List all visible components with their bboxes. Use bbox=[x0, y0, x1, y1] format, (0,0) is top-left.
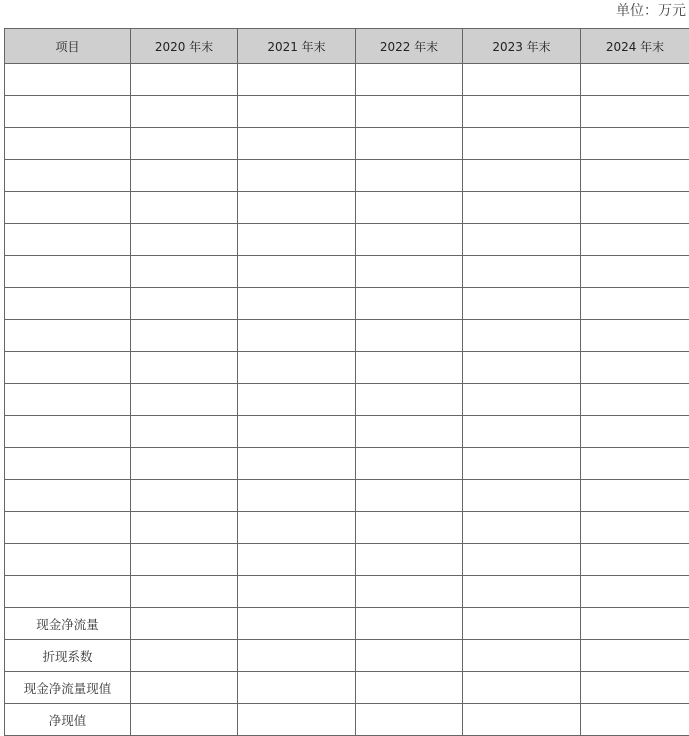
table-cell bbox=[131, 640, 238, 672]
table-cell bbox=[238, 224, 356, 256]
table-cell bbox=[463, 672, 581, 704]
row-label-cell: 现金净流量现值 bbox=[5, 672, 131, 704]
table-cell bbox=[463, 352, 581, 384]
table-row bbox=[5, 512, 689, 544]
table-cell bbox=[131, 64, 238, 96]
table-row bbox=[5, 640, 689, 672]
table-cell bbox=[131, 448, 238, 480]
row-label-cell bbox=[5, 96, 131, 128]
table-row bbox=[5, 608, 689, 640]
table-row bbox=[5, 192, 689, 224]
table-cell bbox=[581, 416, 689, 448]
table-cell bbox=[131, 576, 238, 608]
table-cell bbox=[356, 320, 463, 352]
table-cell bbox=[131, 672, 238, 704]
row-label-cell bbox=[5, 192, 131, 224]
table-header bbox=[5, 29, 689, 64]
header-cell-2021: 2021 年末 bbox=[238, 29, 356, 64]
table-row bbox=[5, 416, 689, 448]
table-cell bbox=[238, 352, 356, 384]
table-cell bbox=[581, 320, 689, 352]
table-cell bbox=[238, 256, 356, 288]
table-cell bbox=[581, 96, 689, 128]
table-cell bbox=[131, 160, 238, 192]
row-label-cell: 净现值 bbox=[5, 704, 131, 736]
table-cell bbox=[356, 672, 463, 704]
table-row bbox=[5, 128, 689, 160]
table-row bbox=[5, 672, 689, 704]
table-cell bbox=[463, 256, 581, 288]
data-table bbox=[4, 28, 689, 736]
table-cell bbox=[238, 288, 356, 320]
table-cell bbox=[356, 192, 463, 224]
table-cell bbox=[131, 320, 238, 352]
table-cell bbox=[238, 416, 356, 448]
table-cell bbox=[463, 288, 581, 320]
table-cell bbox=[356, 160, 463, 192]
table-cell bbox=[131, 704, 238, 736]
row-label-cell bbox=[5, 64, 131, 96]
table-cell bbox=[463, 64, 581, 96]
row-label-cell bbox=[5, 256, 131, 288]
header-cell-2023: 2023 年末 bbox=[463, 29, 581, 64]
table-row bbox=[5, 480, 689, 512]
table-cell bbox=[581, 576, 689, 608]
table-cell bbox=[463, 640, 581, 672]
table-cell bbox=[463, 224, 581, 256]
table-cell bbox=[463, 704, 581, 736]
table-cell bbox=[463, 384, 581, 416]
table-cell bbox=[356, 608, 463, 640]
table-cell bbox=[463, 128, 581, 160]
table-cell bbox=[463, 160, 581, 192]
row-label-cell bbox=[5, 544, 131, 576]
table-cell bbox=[356, 704, 463, 736]
header-cell-item: 项目 bbox=[5, 29, 131, 64]
table-cell bbox=[356, 256, 463, 288]
table-cell bbox=[463, 544, 581, 576]
table-cell bbox=[463, 96, 581, 128]
table-cell bbox=[131, 192, 238, 224]
row-label-cell bbox=[5, 288, 131, 320]
table-cell bbox=[581, 288, 689, 320]
row-label-cell bbox=[5, 352, 131, 384]
table-cell bbox=[238, 320, 356, 352]
table-cell bbox=[356, 384, 463, 416]
table-row bbox=[5, 224, 689, 256]
row-label-cell bbox=[5, 512, 131, 544]
table-row bbox=[5, 288, 689, 320]
table-cell bbox=[356, 352, 463, 384]
table-cell bbox=[581, 640, 689, 672]
table-cell bbox=[581, 704, 689, 736]
table-row bbox=[5, 320, 689, 352]
table-cell bbox=[463, 192, 581, 224]
table-cell bbox=[581, 672, 689, 704]
table-cell bbox=[463, 512, 581, 544]
table-cell bbox=[581, 384, 689, 416]
table-cell bbox=[131, 224, 238, 256]
table-cell bbox=[238, 128, 356, 160]
table-cell bbox=[356, 64, 463, 96]
table-cell bbox=[131, 96, 238, 128]
table-cell bbox=[581, 64, 689, 96]
header-row bbox=[5, 29, 689, 64]
table-cell bbox=[581, 608, 689, 640]
row-label-cell bbox=[5, 576, 131, 608]
row-label-cell: 现金净流量 bbox=[5, 608, 131, 640]
table-row bbox=[5, 352, 689, 384]
table-cell bbox=[463, 320, 581, 352]
table-cell bbox=[356, 640, 463, 672]
unit-label: 单位：万元 bbox=[616, 0, 686, 22]
table-cell bbox=[238, 448, 356, 480]
table-cell bbox=[581, 160, 689, 192]
table-cell bbox=[131, 512, 238, 544]
table-cell bbox=[238, 64, 356, 96]
table-cell bbox=[238, 576, 356, 608]
table-row bbox=[5, 96, 689, 128]
row-label-cell bbox=[5, 160, 131, 192]
table-row bbox=[5, 704, 689, 736]
table-cell bbox=[581, 512, 689, 544]
table-cell bbox=[356, 96, 463, 128]
table-row bbox=[5, 160, 689, 192]
table-cell bbox=[463, 608, 581, 640]
table-cell bbox=[131, 256, 238, 288]
row-label-cell bbox=[5, 480, 131, 512]
table-row bbox=[5, 384, 689, 416]
table-cell bbox=[581, 256, 689, 288]
row-label-cell bbox=[5, 320, 131, 352]
table-cell bbox=[131, 384, 238, 416]
table-cell bbox=[356, 512, 463, 544]
table-cell bbox=[238, 608, 356, 640]
table-cell bbox=[131, 288, 238, 320]
table-cell bbox=[238, 384, 356, 416]
table-cell bbox=[581, 192, 689, 224]
table-row bbox=[5, 576, 689, 608]
row-label-cell bbox=[5, 416, 131, 448]
table-cell bbox=[581, 448, 689, 480]
table-row bbox=[5, 64, 689, 96]
table-cell bbox=[356, 448, 463, 480]
table-cell bbox=[581, 224, 689, 256]
table-cell bbox=[131, 480, 238, 512]
table-cell bbox=[238, 704, 356, 736]
header-cell-2020: 2020 年末 bbox=[131, 29, 238, 64]
table-cell bbox=[581, 128, 689, 160]
table-cell bbox=[238, 672, 356, 704]
table-cell bbox=[463, 416, 581, 448]
table-cell bbox=[581, 352, 689, 384]
row-label-cell: 折现系数 bbox=[5, 640, 131, 672]
table-cell bbox=[131, 608, 238, 640]
row-label-cell bbox=[5, 448, 131, 480]
table-row bbox=[5, 256, 689, 288]
table-cell bbox=[356, 224, 463, 256]
header-cell-2024: 2024 年末 bbox=[581, 29, 689, 64]
table-cell bbox=[463, 448, 581, 480]
table-cell bbox=[356, 416, 463, 448]
table-cell bbox=[131, 544, 238, 576]
table-cell bbox=[238, 544, 356, 576]
table-cell bbox=[238, 512, 356, 544]
table-cell bbox=[356, 480, 463, 512]
table-cell bbox=[463, 576, 581, 608]
table-cell bbox=[356, 544, 463, 576]
table-cell bbox=[581, 544, 689, 576]
table-cell bbox=[356, 576, 463, 608]
table-row bbox=[5, 544, 689, 576]
table-cell bbox=[581, 480, 689, 512]
table-body bbox=[5, 64, 689, 736]
table-cell bbox=[238, 96, 356, 128]
row-label-cell bbox=[5, 384, 131, 416]
table-row bbox=[5, 448, 689, 480]
row-label-cell bbox=[5, 128, 131, 160]
header-cell-2022: 2022 年末 bbox=[356, 29, 463, 64]
table-cell bbox=[131, 128, 238, 160]
table-cell bbox=[463, 480, 581, 512]
table-cell bbox=[356, 288, 463, 320]
table-cell bbox=[238, 192, 356, 224]
table-cell bbox=[238, 480, 356, 512]
table-cell bbox=[131, 416, 238, 448]
table-cell bbox=[356, 128, 463, 160]
table-cell bbox=[238, 160, 356, 192]
row-label-cell bbox=[5, 224, 131, 256]
table-cell bbox=[238, 640, 356, 672]
table-cell bbox=[131, 352, 238, 384]
